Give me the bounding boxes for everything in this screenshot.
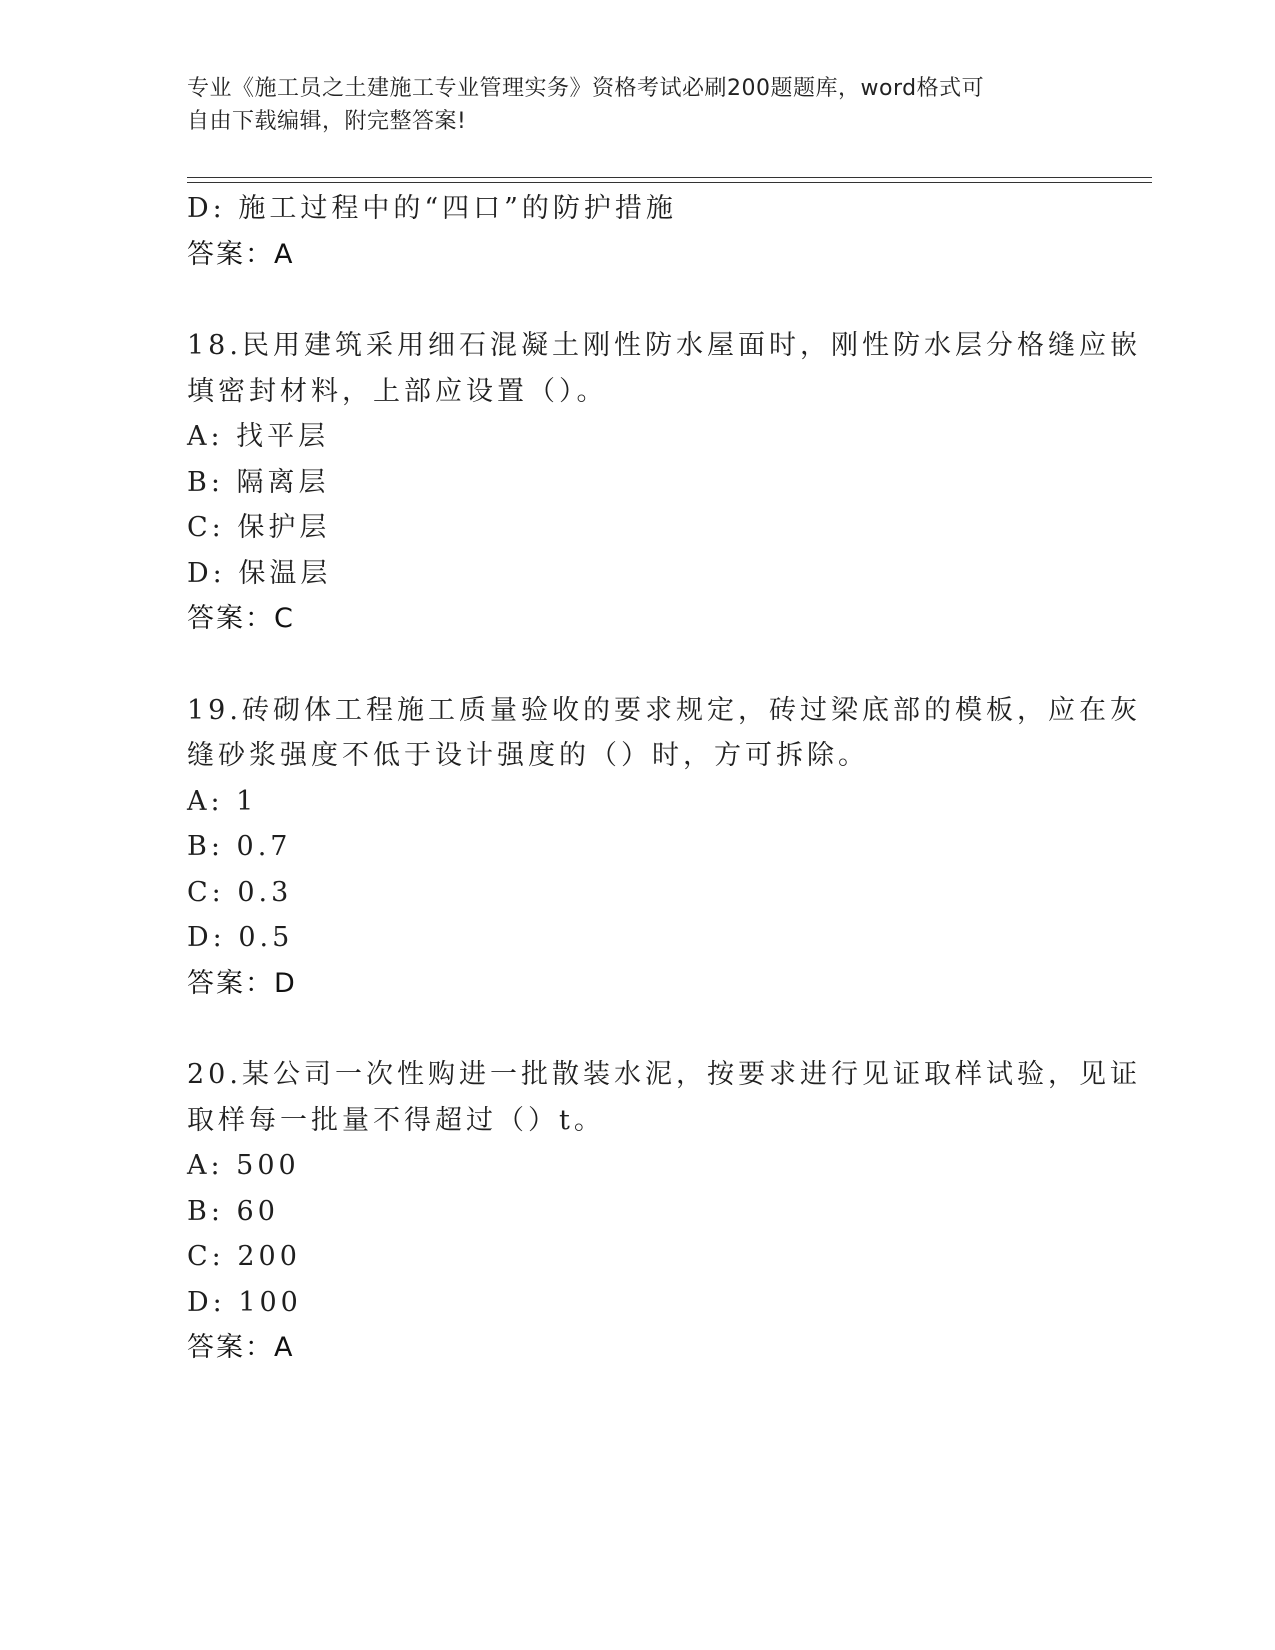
answer-line: 答案：C: [187, 603, 295, 634]
option-d: D: 0.5: [187, 922, 294, 953]
header-divider-bottom: [187, 182, 1152, 183]
header-line-2: 自由下载编辑，附完整答案!: [187, 109, 467, 134]
question-stem-line-1: 19.砖砌体工程施工质量验收的要求规定，砖过梁底部的模板，应在灰: [187, 694, 1141, 726]
question-18: [187, 323, 1141, 642]
answer-line: 答案：D: [187, 967, 297, 999]
spacer: [187, 1006, 1087, 1052]
option-d: D: 100: [187, 1286, 302, 1318]
answer-line: 答案：A: [187, 238, 295, 270]
option-c: C: 保护层: [187, 512, 331, 543]
question-20: [187, 1052, 1141, 1371]
question-stem-line-1: 18.民用建筑采用细石混凝土刚性防水屋面时，刚性防水层分格缝应嵌: [187, 330, 1141, 361]
option-b: B: 60: [187, 1195, 279, 1227]
option-a: A: 500: [187, 1150, 300, 1181]
header-divider-top: [187, 177, 1152, 178]
question-stem-line-2: 取样每一批量不得超过（）t。: [187, 1104, 605, 1136]
option-c: C: 200: [187, 1241, 301, 1272]
document-header: [187, 72, 1067, 138]
spacer: [187, 277, 1087, 323]
option-a: A: 找平层: [187, 421, 330, 452]
option-c: C: 0.3: [187, 876, 293, 908]
question-stem-line-1: 20.某公司一次性购进一批散装水泥，按要求进行见证取样试验，见证: [187, 1059, 1141, 1090]
option-d: D: 施工过程中的“四口”的防护措施: [187, 193, 677, 224]
question-stem-line-2: 填密封材料，上部应设置（）。: [187, 375, 608, 407]
option-b: B: 隔离层: [187, 466, 330, 498]
question-stem-line-2: 缝砂浆强度不低于设计强度的（）时，方可拆除。: [187, 740, 869, 771]
answer-line: 答案：A: [187, 1332, 295, 1363]
header-line-1: 专业《施工员之土建施工专业管理实务》资格考试必刷200题题库，word格式可: [187, 76, 985, 101]
previous-question-tail: [187, 186, 1087, 277]
spacer: [187, 642, 1087, 688]
question-body: [187, 186, 1141, 1371]
question-19: [187, 688, 1141, 1007]
option-a: A: 1: [187, 785, 258, 817]
option-d: D: 保温层: [187, 557, 332, 589]
option-b: B: 0.7: [187, 831, 292, 862]
